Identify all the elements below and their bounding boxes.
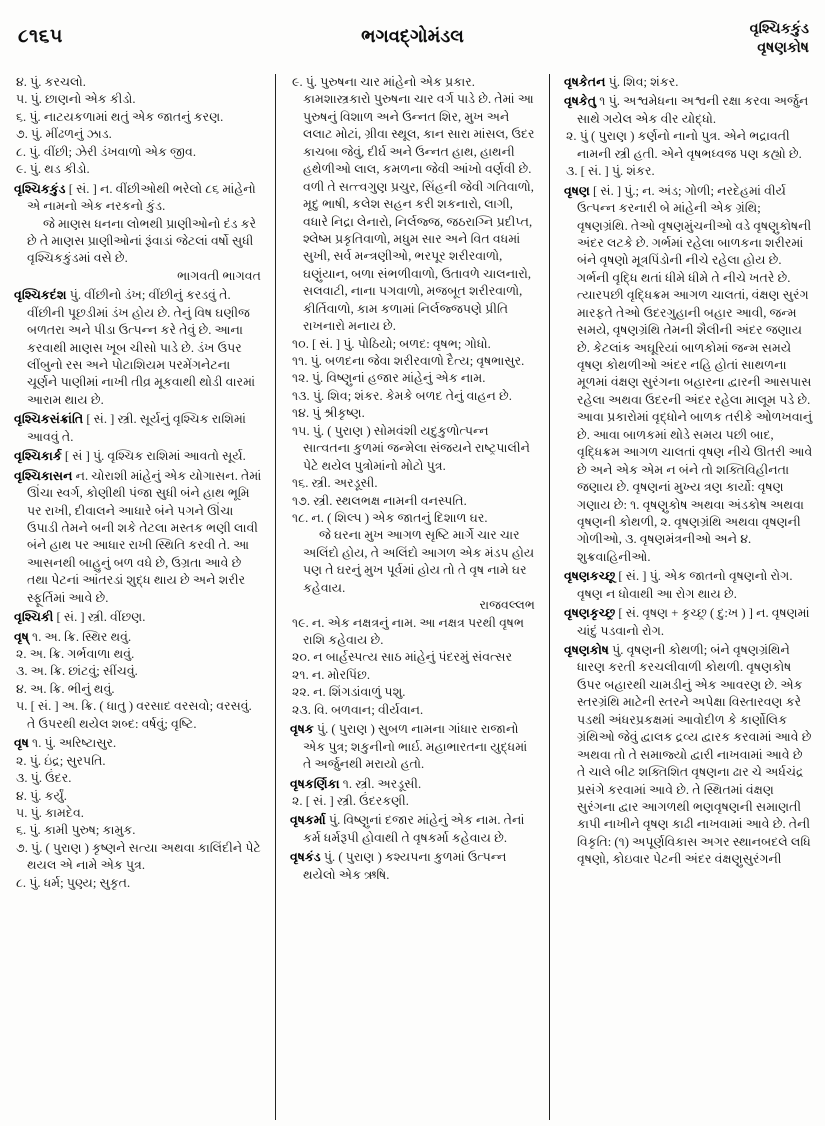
work-title: ભગવદ્ગોમંડલ: [361, 26, 464, 46]
entry-sense-line: ૫. [ સં. ] અ. ક્રિ. ( ધાતુ ) વરસાદ વરસવો; વરસવું. તે ઉપરથી થયેલ શબ્દ: વર્ષવું; વૃષ્ટિ.: [16, 699, 252, 731]
dictionary-entry: [564, 605, 813, 640]
entry-definition: [ સં ] પું. વૃશ્ચિક રાશિમાં આવતો સૂર્ય.: [61, 449, 246, 464]
entry-sense-line: ૬. પું. નાટયકળામાં થતું એક જાતનું કરણ.: [16, 109, 224, 124]
headword: વૃશ્ચિકસંક્રાંતિ: [14, 412, 84, 427]
entry-sense-line: ૨૨. ન. શિંગડાંવાળું પશુ.: [292, 685, 406, 700]
entry-definition: ૧. પું. અરિષ્ટાસુર.: [28, 736, 117, 751]
headword: વૃષકર્ણિકા: [290, 776, 340, 791]
entry-sense-line: ૮. પું. વીંછી; ઝેરી ડંખવાળો એક જીવ.: [16, 144, 196, 159]
entry-definition: પું. ( પુરાણ ) સુબળ નામના ગાંધાર રાજાનો એક પુત્ર; શકુનીનો ભાર્ઇ. મહાભારતના યુદ્ધમાં તે અર્જુનથી મરાયો હતો.: [303, 722, 528, 772]
dictionary-entry: [14, 468, 263, 608]
headword: વૃશ્ચિકી: [14, 610, 54, 625]
guide-word-last: વૃષણકોષ: [757, 39, 809, 56]
headword: વૃષકેતુ: [564, 94, 597, 109]
entry-sense-line: ૫. પું. કામદેવ.: [16, 805, 84, 820]
dictionary-entry: [564, 642, 813, 869]
entry-sense-line: ૧૦. [ સં. ] પું. પોઠિયો; બળદ: વૃષભ; ગોધો.: [292, 336, 491, 351]
entry-quotation: જે ઘરના મુખ આગળ સૃષ્ટિ માર્ગે ચાર ચાર અલિંદો હોય, તે અલિંદો આગળ એક મંડપ હોય પણ તે ઘરનું મુખ પૂર્વમાં હોય તો તે વૃષ નામે ઘર કહેવાય.: [303, 528, 535, 595]
entry-sense-line: ૨૦. ન બાર્હસ્પત્ય સાઠ માંહેનું પંદરમું સંવત્સર: [292, 650, 513, 665]
quotation-source: રાજવલ્લભ: [479, 598, 535, 613]
entry-sense-line: ૪. અ. ક્રિ. ભીનું થવું.: [16, 681, 115, 696]
entry-definition: પું. ( પુરાણ ) કશ્યપના કુળમાં ઉત્પન્ન થયેલો એક ઋષિ.: [303, 850, 507, 882]
entry-headword-line: [290, 721, 537, 773]
dictionary-entry: [564, 74, 813, 91]
headword: વૃશ્ચિકકુંડ: [14, 181, 66, 196]
dictionary-entry: [564, 93, 813, 180]
entry-definition: પું. વૃષણની કોથળી; બંને વૃષણગ્રંથિને ધારણ કરતી કરચલીવાળી કોથળી. વૃષણકોષ ઉપર બહારથી ચામડીનું એક આવરણ છે. એક સ્તરગ્રંથિ માટેની સ્તરને અપેક્ષા વિસ્તારવણ કરે પડથી અંધરપ્રકક્ષમાં આવોદીળ કે કાર્ણોલિક ગ્રંથિઓ જેવું દ્વાલક દ્રવ્ય દ્વારક કરવામાં આવે છે અથવા તો તે સમાજ્યો દ્વારી નાખવામાં આવે છે તે ચાલે બીટ શક્તિશિત વૃષણના ઢાર ચે અર્ધચંદ્ર પ્રસંગે કરવામાં આવે છે. તે સ્થિતમાં વંક્ષણ સુરંગના દ્વાર આગળથી ભણવૃષણની સમાણતી કાપી નાખીને વૃષણ કાઢી નાખવામાં આવે છે. તેની વિકૃતિ: (૧) અપૂર્ણવિકાસ અગર સ્થાનબદલે લધિ વૃષણો, કોઇવાર પેટની અંદર વંક્ષણુસુરંગની: [577, 643, 812, 867]
dictionary-entry: [290, 849, 537, 884]
entry-sense-line: ૬. પું. કામી પુરુષ; કામુક.: [16, 823, 136, 838]
entry-headword-line: [14, 629, 263, 646]
entry-sense-line: ૧૪. પું શ્રીકૃષ્ણ.: [292, 406, 365, 421]
entry-sense-line: ૩. અ. ક્રિ. છાંટવું; સીંચવું.: [16, 664, 138, 679]
entry-sense-line: ૨. અ. ક્રિ. ગર્ભવાળા થવું.: [16, 647, 135, 661]
entry-sense-line: ૧૫. પું. ( પુરાણ ) સોમવંશી યદુકુળોત્પન્ન સાત્વતના કુળમાં જન્મેલા સંજયને રાષ્ટ્રપાલીને પેટે થયેલ પુત્રોમાંનો મોટો પુત્ર.: [292, 423, 531, 473]
headword: વૃષકર્મા: [290, 813, 326, 828]
entry-sense-line: ૨૩. વિ. બળવાન; વીર્યવાન.: [292, 702, 424, 717]
entry-headword-line: [14, 735, 263, 752]
headword: વૃષક: [290, 722, 314, 737]
entry-sense-line: ૮. પું. ધર્મ; પુણ્ય; સુકૃત.: [16, 875, 131, 890]
dictionary-entry: [14, 609, 263, 626]
dictionary-entry: [14, 735, 263, 892]
entry-definition: ન. ચોરાશી માંહેનું એક યોગાસન. તેમાં ઊંચા સ્વર્ગ, કોણીથી પંજા સુધી બંને હાથ ભૂમિ પર રાખી, દીવાલને આધારે બંને પગને ઊંચા ઉપાડી તેમને બની શકે તેટલા મસ્તક ભણી લાવી બંને હાથ પર આધાર રાખી સ્થિતિ કરવી તે. આ આસનથી બાહુનું બળ વધે છે, ઉગ્રતા આવે છે તથા પેટનાં આંતરડાં શુદ્ધ થાય છે અને શરીર સ્ફૂર્તિમાં આવે છે.: [27, 468, 262, 605]
headword: વૃષ: [14, 736, 29, 751]
entry-headword-line: [290, 776, 537, 793]
entry-sense-line: ૧૭. સ્ત્રી. સ્થલભક્ષ નામની વનસ્પતિ.: [292, 493, 467, 508]
quotation-source: ભાગવતી ભાગવત: [177, 268, 261, 283]
entry-headword-line: [14, 411, 263, 446]
dictionary-entry: [14, 181, 263, 286]
headword: વૃશ્ચિકદંશ: [14, 288, 67, 303]
dictionary-entry: [290, 74, 537, 719]
entry-headword-line: [14, 468, 263, 608]
entry-definition: પું. વીંછીનો ડંખ; વીંછીનું કરડવું તે. વીંછીની પૂછડીમાં ડંખ હોય છે. તેનું વિષ ઘણીજ બળતરા અને પીડા ઉત્પન્ન કરે તેવું છે. આના કરવાથી માણસ ખૂબ ચીસો પાડે છે. ડંખ ઉપર લીંબુનો રસ અને પોટાશિયમ પરમેંગનેટના ચૂર્ણને પાણીમાં નાખી તીવ્ર મૂકવાથી થોડી વારમાં આરામ થાય છે.: [27, 288, 256, 407]
entry-headword-line: [564, 605, 813, 640]
entry-sense-line: ૨. પું. ઇંદ્ર; સુરપતિ.: [16, 753, 106, 768]
entry-definition: [ સં. ] ન. વીંછીઓથી ભરેલો ૮૬ માંહેનો એ નામનો એક નરકનો કુંડ.: [27, 181, 256, 214]
entry-definition: ૧. અ. ક્રિ. સ્થિર થવું.: [28, 629, 132, 644]
dictionary-entry: [564, 183, 813, 567]
entry-sense-line: ૫. પું. છાણનો એક કીડો.: [16, 92, 136, 107]
text-column-right: [550, 74, 825, 1120]
guide-words: [750, 20, 809, 57]
entry-quotation: જે માણસ ધનના લોભથી પ્રાણીઓનો દંડ કરે છે તે માણસ પ્રાણીઓનાં રૂંવાડાં જેટલાં વર્ષો સુધી વૃશ્ચિકકુંડમાં વસે છે.: [27, 216, 257, 266]
entry-sense-line: ૩. [ સં. ] પું. શંકર.: [566, 164, 655, 179]
headword: વૃષણકચ્છૂ: [564, 569, 616, 584]
entry-sense-line: ૧૨. પું. વિષ્ણુનાં હજાર માંહેનું એક નામ.: [292, 371, 486, 386]
entry-headword-line: [564, 74, 813, 91]
entry-definition: [ સં. ] પું. એક જાતનો વૃષણનો રોગ. વૃષણ ન ધોવાથી આ રોગ થાય છે.: [577, 569, 793, 601]
entry-definition: પું. વિષ્ણુનાં દજાર માંહેનું એક નામ. તેનાં કર્મ ધર્મરૂપી હોવાથી તે વૃષકર્મા કહેવાય છે.: [303, 813, 525, 845]
entry-headword-line: [14, 181, 263, 216]
entry-definition: [ સં. વૃષણ + કૃચ્છ્ર ( દુ:ખ ) ] ન. વૃષણમાં ચાંદું પડવાનો રોગ.: [577, 606, 810, 638]
headword: વૃષકેતન: [564, 75, 606, 89]
dictionary-entry: [14, 287, 263, 409]
entry-sense-line: ૨૧. ન. મોરપિંછ.: [292, 667, 370, 682]
dictionary-entry: [14, 629, 263, 734]
entry-sense-line: ૧૧. પું. બળદના જેવા શરીરવાળો દૈત્ય; વૃષભાસુર.: [292, 354, 525, 368]
entry-sense-line: ૧૬. સ્ત્રી. અરડૂસી.: [292, 476, 378, 491]
headword: વૃષણકોષ: [564, 643, 609, 657]
entry-definition: પું. શિવ; શંકર.: [605, 75, 679, 89]
headword: વૃષણ: [564, 183, 590, 198]
entry-sense-line: ૯. પું. પુરુષના ચાર માંહેનો એક પ્રકાર. કામશાસ્ત્રકારો પુરુષના ચાર વર્ગ પાડે છે. તેમાં આ પુરુષનું વિશાળ અને ઉન્નત શિર, મુખ અને લલાટ મોટાં, ગ્રીવા સ્થૂલ, કાન સારા માંસલ, ઉદર કાચબા જેવું, દીર્ઘ અને ઉન્નત હાથ, હાથની હથેળીઓ લાલ, કમળના જેવી આંખો વર્ણવી છે. વળી તે સત્ત્વગુણ પ્રચુર, સિંહની જેવી ગતિવાળો, મૃદુ ભાષી, કલેશ સહન કરી શકનારો, લાગી, વધારે નિદ્રા લેનારો, નિર્લજ્જ, જઠરાગ્નિ પ્રદીપ્ત, શ્લેષ્મ પ્રકૃતિવાળો, મધુમ સાર અને વિત વધમાં સુખી, સર્વ મન્ત્રણીઓ, ભરપૂર શરીરવાળો, ઘણુંયાન, બળા સંભળીવાળો, ઉતાવળે ચાલનારો, સલવાટી, નાના પગવાળો, મજબૂત શરીરવાળો, કીર્તિવાળો, કામ કળામાં નિર્લજ્જપણે પ્રીતિ રાખનારો મનાય છે.: [292, 75, 535, 334]
guide-word-first: વૃશ્ચિકકુંડ: [749, 21, 809, 37]
text-column-left: [0, 74, 275, 1120]
headword: વૃશ્ચિકાર્ક: [14, 449, 62, 464]
dictionary-entry: [14, 74, 263, 179]
entry-definition: [ સં. ] સ્ત્રી. સૂર્યનું વૃશ્ચિક રાશિમાં આવવું તે.: [27, 412, 246, 444]
headword: વૃષ્: [14, 629, 29, 644]
entry-sense-line: ૧૩. પું. શિવ; શંકર. કેમકે બળદ તેનું વાહન છે.: [292, 388, 512, 403]
entry-headword-line: [564, 642, 813, 869]
dictionary-entry: [14, 411, 263, 446]
entry-headword-line: [290, 812, 537, 847]
dictionary-entry: [290, 721, 537, 773]
entry-sense-line: ૧૮. ન. ( શિલ્પ ) એક જાતનું દિશાળ ઘર.: [292, 510, 488, 525]
running-head: [0, 18, 825, 76]
entry-sense-line: ૪. પું. કરચલો.: [16, 75, 86, 89]
entry-sense-line: ૧૯. ન. એક નક્ષત્રનું નામ. આ નક્ષત્ર પરથી વૃષભ રાશિ કહેવાય છે.: [292, 615, 525, 647]
entry-sense-line: ૯. પું. થડ કીડો.: [16, 162, 90, 177]
entry-sense-line: ૨. પું ( પુરાણ ) કર્ણનો નાનો પુત્ર. એને ભદ્રાવતી નામની સ્ત્રી હતી. એને વૃષભધ્વજ પણ કહ્યો છે.: [566, 129, 802, 161]
entry-headword-line: [564, 93, 813, 128]
entry-definition: [ સં. ] પું.; ન. અંડ; ગોળી; નરદેહમાં વીર્ય ઉત્પન્ન કરનારી બે માંહેની એક ગ્રંથિ; વૃષણગ્રંથિ. તેઓ વૃષણમુંચનીઓ વડે વૃષણુકોષની અંદર લટકે છે. ગર્ભમાં રહેલા બાળકના શરીરમાં બંને વૃષણો મૂત્રપિંડોની નીચે રહેલા હોય છે. ગર્ભની વૃદ્ધિ થતાં ધીમે ધીમે તે નીચે ખતરે છે. ત્યારપછી વૃદ્ધિક્રમ આગળ ચાલતાં, વંક્ષણ સુરંગ મારફતે તેઓ ઉદરગુહાની બહાર આવી, જન્મ સમયે, વૃષણગ્રંથિ તેમની શૈલીની અંદર જણાય છે. કેટલાંક અઘૂરિયાં બાળકોમાં જન્મ સમયે વૃષણ કોથળીઓ અંદર નહિ હોતાં સાથળના મૂળમાં વંક્ષણ સુરંગના બહારના દ્વારની આસપાસ રહેલા અથવા ઉદરની અંદર રહેલા માલૂમ પડે છે. આવા પ્રકારોમાં વૃદ્ધોને બાળક તરીકે ઓળખવાનું છે. આવા બાળકમાં થોડે સમય પછી બાદ, વૃદ્ધિક્રમ આગળ ચાલતાં વૃષણ નીચે ઊતરી આવે છે અને એક એમ ન બંને તો શક્તિવિહીનતા જણાય છે. વૃષણનાં મુખ્ય ત્રણ કાર્યો: વૃષણ ગણાય છે: ૧. વૃષણુકોષ અથવા અંડકોષ અથવા વૃષણની કોથળી, ૨. વૃષણગ્રંથિ અથવા વૃષણની ગોળીઓ, ૩. વૃષણમંત્રનીઓ અને ૪. શુક્રવાહિનીઓ.: [577, 183, 813, 564]
headword: વૃષણકૃચ્છ્ર: [564, 606, 616, 621]
dictionary-entry: [290, 812, 537, 847]
entry-sense-line: ૭. પું. મીંઢળનું ઝાડ.: [16, 127, 112, 142]
entry-sense-line: ૭. પું. ( પુરાણ ) કૃષ્ણને સત્યા અથવા કાલિંદીને પેટે થયલ એ નામે એક પુત્ર.: [16, 840, 261, 873]
text-column-middle: [275, 74, 550, 1120]
entry-definition: ૧. સ્ત્રી. અરડૂસી.: [339, 776, 422, 791]
entry-sense-line: ૪. પું. કર્યું.: [16, 788, 67, 803]
headword: વૃષકંડ: [290, 850, 321, 865]
entry-headword-line: [564, 183, 813, 567]
dictionary-entry: [290, 776, 537, 811]
entry-sense-line: ૩. પું. ઉંદર.: [16, 771, 72, 786]
headword: વૃશ્ચિકાસન: [14, 468, 73, 483]
entry-definition: ૧ પું. અશ્વમેધના અશ્વની રક્ષા કરવા અર્જુન સાથે ગયેલ એક વીર યોદ્ધો.: [577, 94, 809, 126]
dictionary-entry: [564, 568, 813, 603]
column-container: [0, 74, 825, 1120]
entry-headword-line: [14, 609, 263, 626]
entry-definition: [ સં. ] સ્ત્રી. વીંછણ.: [53, 610, 146, 625]
dictionary-entry: [14, 448, 263, 465]
entry-headword-line: [14, 448, 263, 465]
folio-number: ૮૧૬૫: [18, 26, 63, 47]
entry-headword-line: [564, 568, 813, 603]
entry-headword-line: [14, 287, 263, 409]
entry-headword-line: [290, 849, 537, 884]
entry-sense-line: ૨. [ સં. ] સ્ત્રી. ઉંદરકણી.: [292, 793, 409, 808]
